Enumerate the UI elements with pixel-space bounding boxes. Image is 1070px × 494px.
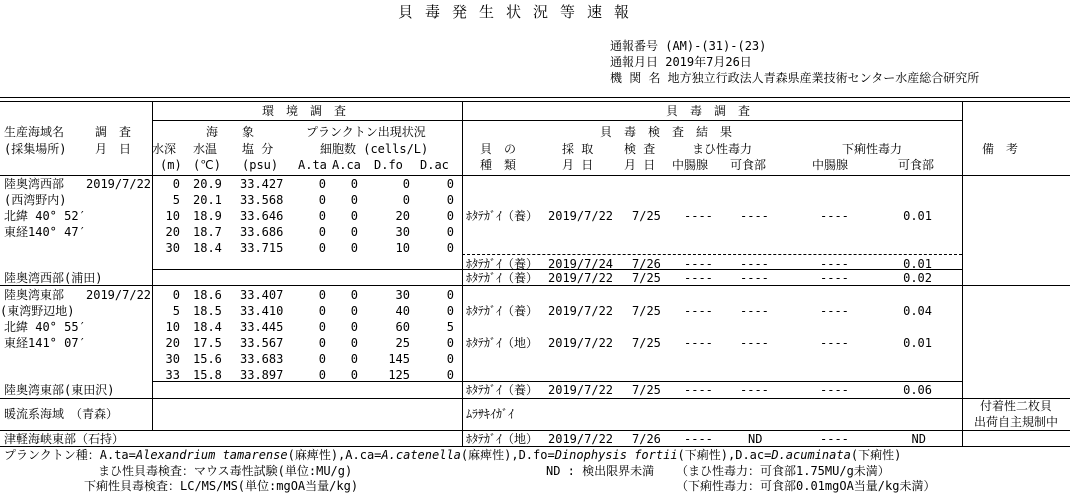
header-depth-unit: (m) <box>160 158 182 172</box>
env-aca: 0 <box>350 368 358 382</box>
env-aca: 0 <box>350 225 358 239</box>
section1-latitude: 北緯 40° 52′ <box>4 209 86 223</box>
env-dac: 0 <box>446 368 454 382</box>
header-shellfish: 貝 の <box>480 142 517 156</box>
report-number: 通報番号 (AM)-(31)-(23) <box>610 39 767 53</box>
legend-prefix: プランクトン種：A.ta= <box>4 448 136 462</box>
section6-area: 津軽海峡東部（石持） <box>4 432 125 446</box>
env-salinity: 33.427 <box>240 177 284 191</box>
header-aca: A.ca <box>332 158 361 172</box>
env-depth: 5 <box>172 304 180 318</box>
agency-name: 機 関 名 地方独立行政法人青森県産業技術センター水産総合研究所 <box>610 71 980 85</box>
legend-dfo-name: Dinophysis fortii <box>554 448 678 462</box>
toxin-dsp-midgut: ---- <box>820 304 849 318</box>
env-depth: 0 <box>172 288 180 302</box>
toxin-species: ﾎﾀﾃｶﾞｲ（地） <box>466 432 539 446</box>
table-top-border <box>0 97 1070 98</box>
env-dac: 0 <box>446 193 454 207</box>
header-bottom-border <box>0 175 1070 176</box>
toxin-psp-edible: ---- <box>740 209 769 223</box>
env-temp: 15.8 <box>193 368 222 382</box>
env-ata: 0 <box>318 336 326 350</box>
legend-dfo-suffix: (下痢性),D.ac= <box>677 448 772 462</box>
env-dac: 0 <box>446 225 454 239</box>
env-salinity: 33.715 <box>240 241 284 255</box>
env-salinity: 33.445 <box>240 320 284 334</box>
env-salinity: 33.410 <box>240 304 284 318</box>
env-dac: 0 <box>446 177 454 191</box>
env-salinity: 33.567 <box>240 336 284 350</box>
env-aca: 0 <box>350 209 358 223</box>
table-top-border-double <box>0 101 1070 102</box>
env-ata: 0 <box>318 368 326 382</box>
env-dfo: 30 <box>395 225 410 239</box>
env-temp: 15.6 <box>193 352 222 366</box>
legend-ata-suffix: (麻痺性),A.ca= <box>287 448 382 462</box>
header-salinity: 塩 分 <box>242 142 274 156</box>
toxin-psp-midgut: ---- <box>684 304 713 318</box>
header-psp-edible: 可食部 <box>730 158 767 172</box>
env-dac: 0 <box>446 288 454 302</box>
env-temp: 18.4 <box>193 241 222 255</box>
toxin-dsp-edible: ND <box>911 432 926 446</box>
env-dfo: 0 <box>402 193 410 207</box>
section5-area: 暖流系海域 （青森） <box>4 407 119 421</box>
section1-area: 陸奥湾西部 <box>4 177 65 191</box>
row-divider <box>0 285 1070 286</box>
footer-nd-note: ND : 検出限界未満 <box>546 464 655 478</box>
toxin-dsp-midgut: ---- <box>820 336 849 350</box>
env-temp: 20.9 <box>193 177 222 191</box>
remark-line-1: 付着性二枚貝 <box>979 399 1052 413</box>
toxin-inspected-date: 7/25 <box>632 271 661 285</box>
header-inspection: 検 査 <box>624 142 656 156</box>
env-ata: 0 <box>318 352 326 366</box>
header-remarks: 備 考 <box>982 142 1019 156</box>
header-sampling-site: (採集場所) <box>4 142 67 156</box>
env-ata: 0 <box>318 177 326 191</box>
header-sampling: 採 取 <box>562 142 594 156</box>
env-depth: 0 <box>172 177 180 191</box>
env-dac: 0 <box>446 336 454 350</box>
env-depth: 20 <box>165 225 180 239</box>
toxin-inspected-date: 7/25 <box>632 383 661 397</box>
row-divider-dashed <box>462 254 962 255</box>
footer-dsp-limit: （下痢性毒力：可食部0.01mgOA当量/kg未満） <box>676 479 936 493</box>
env-depth: 30 <box>165 241 180 255</box>
toxin-inspected-date: 7/25 <box>632 336 661 350</box>
toxin-dsp-edible: 0.01 <box>903 209 932 223</box>
section1-longitude: 東経140° 47′ <box>4 225 86 239</box>
env-dfo: 125 <box>388 368 410 382</box>
group-psp: まひ性毒力 <box>692 142 753 156</box>
env-dac: 5 <box>446 320 454 334</box>
toxin-dsp-midgut: ---- <box>820 271 849 285</box>
toxin-psp-midgut: ---- <box>684 271 713 285</box>
env-dfo: 60 <box>395 320 410 334</box>
env-depth: 10 <box>165 209 180 223</box>
report-title: 貝毒発生状況等速報 <box>398 3 642 21</box>
legend-aca-suffix: (麻痺性),D.fo= <box>460 448 555 462</box>
toxin-sampled-date: 2019/7/24 <box>548 257 614 271</box>
env-depth: 30 <box>165 352 180 366</box>
env-ata: 0 <box>318 209 326 223</box>
header-area-name: 生産海域名 <box>4 125 65 139</box>
header-ata: A.ta <box>298 158 327 172</box>
env-temp: 20.1 <box>193 193 222 207</box>
group-environment: 環 境 調 査 <box>262 104 347 118</box>
env-aca: 0 <box>350 320 358 334</box>
env-salinity: 33.686 <box>240 225 284 239</box>
header-dsp-edible: 可食部 <box>898 158 935 172</box>
report-date: 通報月日 2019年7月26日 <box>610 55 752 69</box>
toxin-species: ﾎﾀﾃｶﾞｲ（地） <box>466 336 539 350</box>
toxin-dsp-edible: 0.01 <box>903 257 932 271</box>
header-dsp-midgut: 中腸腺 <box>812 158 849 172</box>
env-temp: 18.7 <box>193 225 222 239</box>
section3-site: (東湾野辺地) <box>0 304 75 318</box>
env-dfo: 145 <box>388 352 410 366</box>
toxin-psp-edible: ---- <box>740 271 769 285</box>
group-oceanography: 海 象 <box>206 125 255 139</box>
env-aca: 0 <box>350 352 358 366</box>
env-temp: 18.5 <box>193 304 222 318</box>
env-aca: 0 <box>350 288 358 302</box>
footer-dsp-test: 下痢性貝毒検査：LC/MS/MS(単位:mgOA当量/kg) <box>84 479 359 493</box>
header-depth: 水深 <box>152 142 177 156</box>
remark-line-2: 出荷自主規制中 <box>973 415 1058 429</box>
env-ata: 0 <box>318 193 326 207</box>
toxin-species: ﾎﾀﾃｶﾞｲ（養） <box>466 209 539 223</box>
header-survey-date: 月 日 <box>95 142 132 156</box>
toxin-psp-edible: ---- <box>740 336 769 350</box>
toxin-species: ﾑﾗｻｷｲｶﾞｲ <box>466 407 515 421</box>
group-cell-count: 細胞数 (cells/L) <box>320 142 429 156</box>
env-salinity: 33.897 <box>240 368 284 382</box>
env-dac: 0 <box>446 209 454 223</box>
env-dac: 0 <box>446 304 454 318</box>
toxin-dsp-midgut: ---- <box>820 257 849 271</box>
toxin-inspected-date: 7/26 <box>632 432 661 446</box>
env-dfo: 25 <box>395 336 410 350</box>
env-dac: 0 <box>446 241 454 255</box>
legend-dac-suffix: (下痢性) <box>850 448 902 462</box>
env-temp: 18.4 <box>193 320 222 334</box>
section3-area: 陸奥湾東部 <box>4 288 65 302</box>
header-salinity-unit: (psu) <box>242 158 279 172</box>
section3-latitude: 北緯 40° 55′ <box>4 320 86 334</box>
header-survey: 調 査 <box>95 125 132 139</box>
legend-aca-name: A.catenella <box>381 448 461 462</box>
toxin-psp-edible: ---- <box>740 257 769 271</box>
toxin-inspected-date: 7/25 <box>632 304 661 318</box>
env-temp: 18.9 <box>193 209 222 223</box>
toxin-inspected-date: 7/25 <box>632 209 661 223</box>
group-plankton: プランクトン出現状況 <box>306 125 426 139</box>
env-depth: 10 <box>165 320 180 334</box>
toxin-sampled-date: 2019/7/22 <box>548 336 614 350</box>
toxin-dsp-midgut: ---- <box>820 383 849 397</box>
env-aca: 0 <box>350 336 358 350</box>
env-aca: 0 <box>350 304 358 318</box>
env-depth: 20 <box>165 336 180 350</box>
env-dfo: 10 <box>395 241 410 255</box>
toxin-sampled-date: 2019/7/22 <box>548 432 614 446</box>
section4-area: 陸奥湾東部(東田沢) <box>4 383 115 397</box>
toxin-species: ﾎﾀﾃｶﾞｲ（養） <box>466 383 539 397</box>
env-aca: 0 <box>350 177 358 191</box>
toxin-psp-midgut: ---- <box>684 209 713 223</box>
env-dac: 0 <box>446 352 454 366</box>
row-divider <box>0 398 1070 399</box>
toxin-dsp-edible: 0.06 <box>903 383 932 397</box>
toxin-species: ﾎﾀﾃｶﾞｲ（養） <box>466 304 539 318</box>
env-ata: 0 <box>318 320 326 334</box>
section1-site: (西湾野内) <box>4 193 67 207</box>
group-dsp: 下痢性毒力 <box>842 142 903 156</box>
env-ata: 0 <box>318 288 326 302</box>
env-dfo: 0 <box>402 177 410 191</box>
section1-survey-date: 2019/7/22 <box>86 177 152 191</box>
env-dfo: 20 <box>395 209 410 223</box>
toxin-dsp-edible: 0.01 <box>903 336 932 350</box>
toxin-dsp-edible: 0.04 <box>903 304 932 318</box>
toxin-dsp-edible: 0.02 <box>903 271 932 285</box>
legend-dac-name: D.acuminata <box>771 448 851 462</box>
toxin-inspected-date: 7/26 <box>632 257 661 271</box>
toxin-dsp-midgut: ---- <box>820 432 849 446</box>
group-toxin-inspection: 貝 毒 検 査 結 果 <box>600 125 733 139</box>
footer-psp-test: まひ性貝毒検査：マウス毒性試験(単位:MU/g) <box>98 464 353 478</box>
toxin-psp-edible: ---- <box>740 304 769 318</box>
section3-survey-date: 2019/7/22 <box>86 288 152 302</box>
env-aca: 0 <box>350 193 358 207</box>
toxin-species: ﾎﾀﾃｶﾞｲ（養） <box>466 271 539 285</box>
env-ata: 0 <box>318 241 326 255</box>
section2-area: 陸奥湾西部(浦田) <box>4 271 103 285</box>
toxin-psp-midgut: ---- <box>684 257 713 271</box>
env-ata: 0 <box>318 225 326 239</box>
toxin-sampled-date: 2019/7/22 <box>548 304 614 318</box>
env-depth: 5 <box>172 193 180 207</box>
header-dfo: D.fo <box>374 158 403 172</box>
header-species: 種 類 <box>480 158 517 172</box>
header-sampling-date: 月 日 <box>562 158 594 172</box>
footer-plankton-legend <box>4 448 901 462</box>
header-water-temp: 水温 <box>193 142 218 156</box>
toxin-psp-edible: ND <box>748 432 763 446</box>
toxin-psp-edible: ---- <box>740 383 769 397</box>
col-divider <box>462 101 463 446</box>
row-divider <box>0 430 1070 431</box>
env-temp: 17.5 <box>193 336 222 350</box>
toxin-psp-midgut: ---- <box>684 336 713 350</box>
table-bottom-border <box>0 446 1070 447</box>
header-psp-midgut: 中腸腺 <box>672 158 709 172</box>
header-water-temp-unit: (℃) <box>193 158 221 172</box>
env-temp: 18.6 <box>193 288 222 302</box>
env-dfo: 40 <box>395 304 410 318</box>
toxin-species: ﾎﾀﾃｶﾞｲ（養） <box>466 257 539 271</box>
section3-longitude: 東経141° 07′ <box>4 336 86 350</box>
legend-ata-name: Alexandrium tamarense <box>135 448 288 462</box>
env-salinity: 33.407 <box>240 288 284 302</box>
env-depth: 33 <box>165 368 180 382</box>
toxin-dsp-midgut: ---- <box>820 209 849 223</box>
col-divider <box>962 101 963 446</box>
env-salinity: 33.646 <box>240 209 284 223</box>
header-inspection-date: 月 日 <box>624 158 656 172</box>
footer-psp-limit: （まひ性毒力：可食部1.75MU/g未満） <box>676 464 890 478</box>
toxin-psp-midgut: ---- <box>684 383 713 397</box>
group-header-divider <box>152 120 962 121</box>
env-ata: 0 <box>318 304 326 318</box>
header-dac: D.ac <box>420 158 449 172</box>
toxin-sampled-date: 2019/7/22 <box>548 209 614 223</box>
toxin-sampled-date: 2019/7/22 <box>548 271 614 285</box>
env-aca: 0 <box>350 241 358 255</box>
env-salinity: 33.683 <box>240 352 284 366</box>
toxin-psp-midgut: ---- <box>684 432 713 446</box>
group-shellfish-toxin: 貝 毒 調 査 <box>666 104 751 118</box>
env-dfo: 30 <box>395 288 410 302</box>
env-salinity: 33.568 <box>240 193 284 207</box>
toxin-sampled-date: 2019/7/22 <box>548 383 614 397</box>
